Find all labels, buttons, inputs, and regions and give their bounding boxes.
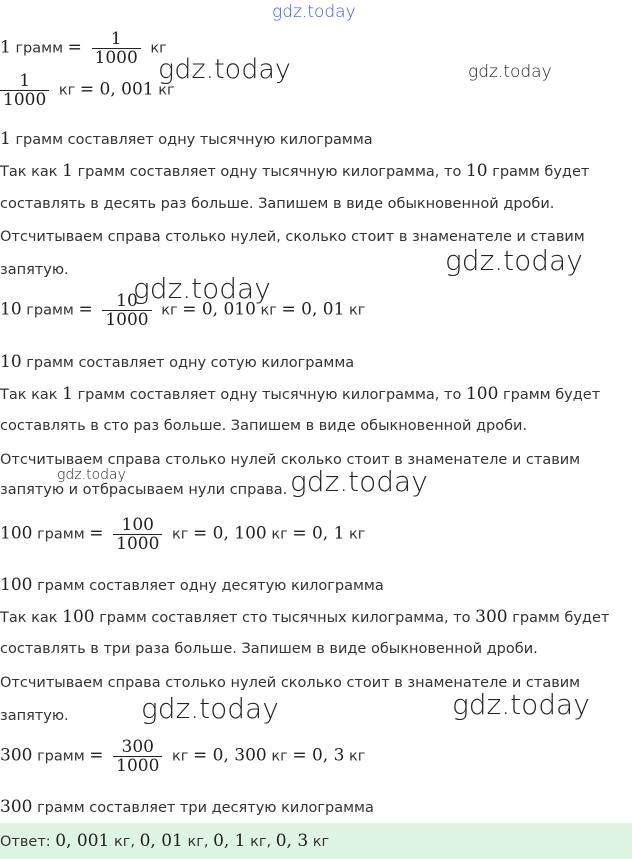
watermark: gdz.today: [141, 692, 279, 725]
paragraph: Так как 1 грамм составляет одну тысячную килограмма, то 10 грамм будет: [0, 161, 590, 181]
equation-2: $\frac{1}{1000}$ кг = 0, 001 кг: [0, 72, 175, 109]
equation-5: 300 грамм = $\frac{300}{1000}$ кг = 0, 300 кг = 0, 3 кг: [0, 737, 366, 776]
fraction: $\frac{1}{1000}$: [0, 72, 49, 109]
fraction: $\frac{1}{1000}$: [92, 30, 141, 67]
equation-4: 100 грамм = $\frac{100}{1000}$ кг = 0, 100 кг = 0, 1 кг: [0, 515, 366, 554]
unit: кг: [158, 82, 175, 99]
fraction: $\frac{10}{1000}$: [102, 292, 151, 329]
unit: грамм: [15, 40, 64, 57]
fraction: $\frac{300}{1000}$: [113, 738, 162, 775]
answer-label: Ответ:: [0, 834, 51, 850]
paragraph: 300 грамм составляет три десятую килограмма: [0, 797, 374, 817]
answer-line: Ответ: 0, 001 кг, 0, 01 кг, 0, 1 кг, 0, 3 кг: [0, 831, 330, 851]
watermark: gdz.today: [57, 467, 126, 483]
number: 1: [0, 37, 11, 58]
watermark: gdz.today: [445, 244, 583, 277]
watermark: gdz.today: [468, 62, 552, 82]
paragraph: запятую.: [0, 262, 69, 278]
paragraph: Отсчитываем справа столько нулей сколько стоит в знаменателе и ставим: [0, 675, 581, 691]
paragraph: 10 грамм составляет одну сотую килограмма: [0, 352, 355, 372]
paragraph: составлять в сто раз больше. Запишем в виде обыкновенной дроби.: [0, 418, 528, 434]
equation-3: 10 грамм = $\frac{10}{1000}$ кг = 0, 010 кг = 0, 01 кг: [0, 291, 366, 330]
paragraph: запятую и отбрасываем нули справа.: [0, 482, 288, 498]
paragraph: составлять в три раза больше. Запишем в виде обыкновенной дроби.: [0, 641, 538, 657]
paragraph: составлять в десять раз больше. Запишем в виде обыкновенной дроби.: [0, 196, 555, 212]
paragraph: Так как 100 грамм составляет сто тысячных килограмма, то 300 грамм будет: [0, 607, 610, 627]
watermark: gdz.today: [290, 465, 428, 498]
watermark: gdz.today: [158, 54, 291, 85]
unit: кг: [150, 40, 167, 57]
unit: кг: [58, 82, 76, 99]
watermark: gdz.today: [272, 2, 356, 22]
equation-1: 1 грамм = $\frac{1}{1000}$ кг: [0, 29, 167, 68]
fraction: $\frac{100}{1000}$: [113, 516, 162, 553]
paragraph: Отсчитываем справа столько нулей сколько стоит в знаменателе и ставим: [0, 452, 581, 468]
watermark: gdz.today: [452, 688, 590, 721]
paragraph: 1 грамм составляет одну тысячную килограмма: [0, 129, 373, 149]
paragraph: Так как 1 грамм составляет одну тысячную килограмма, то 100 грамм будет: [0, 384, 601, 404]
paragraph: 100 грамм составляет одну десятую килограмма: [0, 575, 384, 595]
watermark: gdz.today: [133, 272, 271, 305]
paragraph: запятую.: [0, 708, 69, 724]
paragraph: Отсчитываем справа столько нулей, сколько стоит в знаменателе и ставим: [0, 229, 585, 245]
answer-box: [0, 823, 632, 859]
